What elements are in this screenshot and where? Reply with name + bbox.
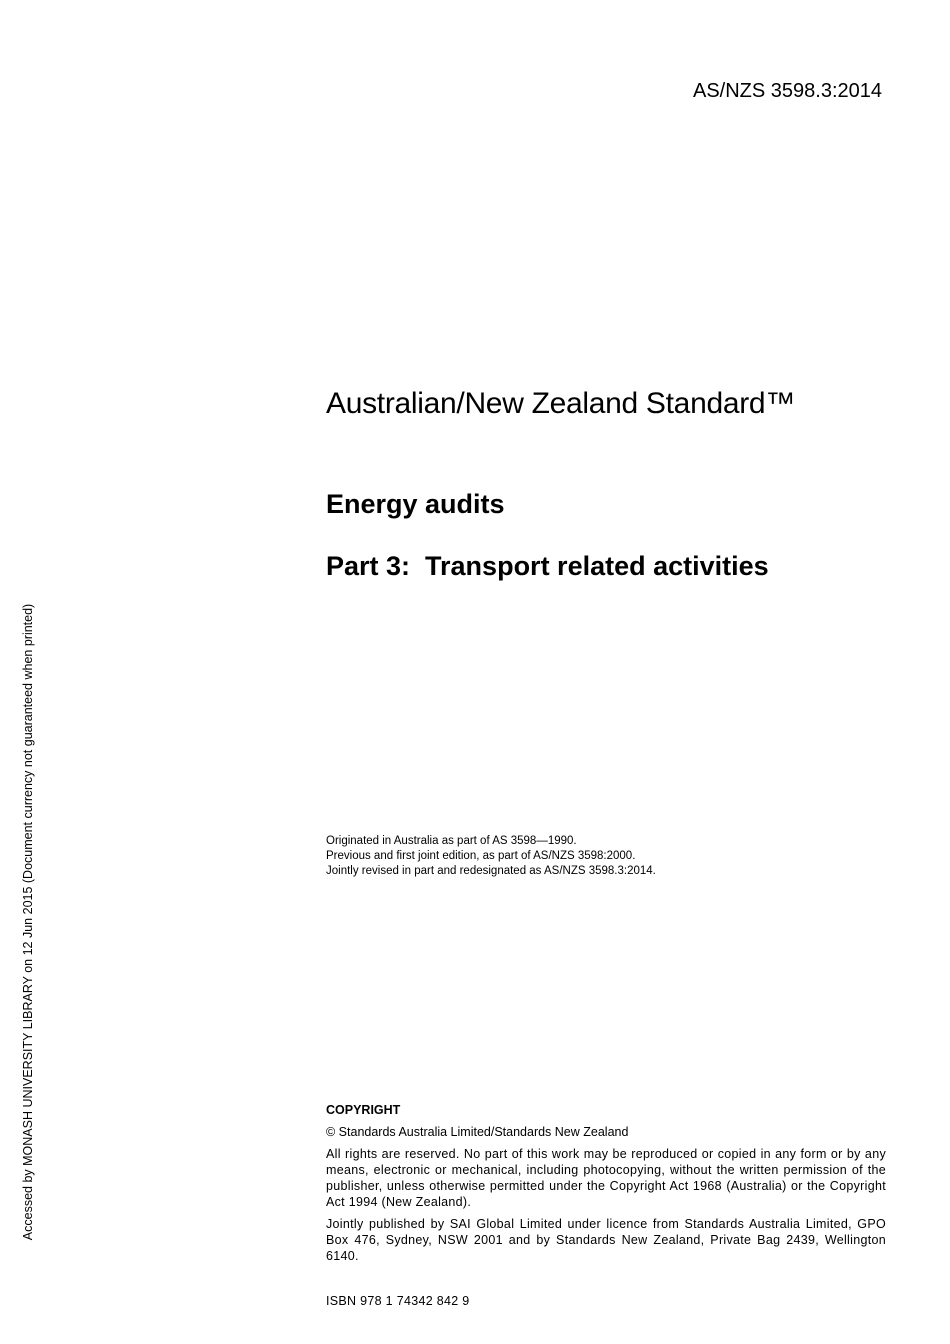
- access-watermark-text: Accessed by MONASH UNIVERSITY LIBRARY on 12 Jun 2015 (Document currency not guaranteed when printed): [21, 603, 35, 1241]
- document-title: Energy audits: [326, 489, 505, 519]
- history-line: Jointly revised in part and redesignated as AS/NZS 3598.3:2014.: [326, 865, 656, 877]
- copyright-publisher-paragraph: Jointly published by SAI Global Limited under licence from Standards Australia Limited, GPO Box 476, Sydney, NSW 2001 and by Standards New Zealand, Private Bag 2439, Wellington 6140.: [326, 1217, 886, 1263]
- copyright-owner: © Standards Australia Limited/Standards New Zealand: [326, 1125, 629, 1139]
- history-line: Originated in Australia as part of AS 3598—1990.: [326, 835, 577, 847]
- copyright-rights-paragraph: All rights are reserved. No part of this work may be reproduced or copied in any form or by any means, electronic or mechanical, including photocopying, without the written permission of the publisher, unless otherwise permitted under the Copyright Act 1968 (Australia) or the Copyright Act 1994 (New Zealand).: [326, 1147, 886, 1209]
- edition-history: [326, 834, 886, 879]
- document-number: AS/NZS 3598.3:2014: [692, 80, 882, 102]
- standard-title: Australian/New Zealand Standard™: [326, 387, 795, 420]
- isbn: ISBN 978 1 74342 842 9: [326, 1294, 470, 1308]
- history-line: Previous and first joint edition, as part of AS/NZS 3598:2000.: [326, 850, 636, 862]
- copyright-block: [326, 1102, 886, 1270]
- copyright-heading: COPYRIGHT: [326, 1103, 401, 1117]
- document-part-title: Part 3: Transport related activities: [326, 551, 769, 581]
